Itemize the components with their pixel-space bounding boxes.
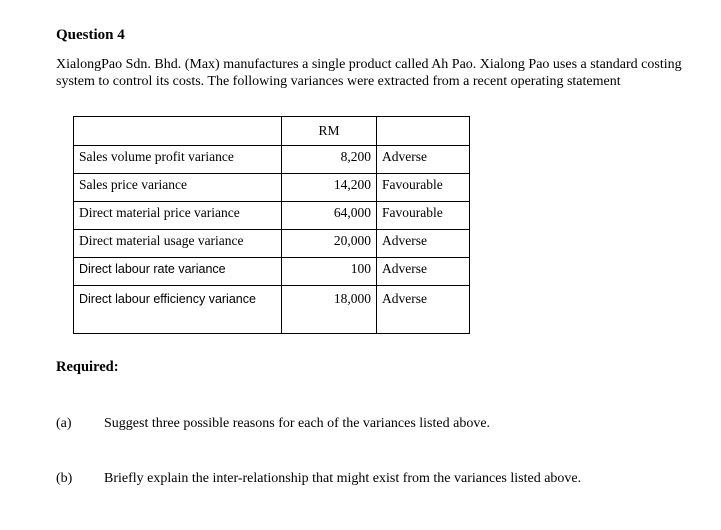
variance-amount: 20,000 bbox=[282, 230, 377, 258]
variance-type: Adverse bbox=[377, 286, 470, 334]
variance-type: Adverse bbox=[377, 146, 470, 174]
table-row bbox=[74, 202, 470, 230]
part-mark: (a) bbox=[56, 416, 72, 431]
required-part-b bbox=[56, 471, 676, 491]
table-row bbox=[74, 174, 470, 202]
table-row bbox=[74, 286, 470, 334]
table-header-row bbox=[74, 117, 470, 146]
required-heading: Required: bbox=[56, 359, 119, 375]
table-row bbox=[74, 146, 470, 174]
variance-label: Sales volume profit variance bbox=[79, 149, 234, 164]
variance-type: Favourable bbox=[377, 174, 470, 202]
header-type-cell bbox=[377, 117, 470, 146]
variance-label: Direct material usage variance bbox=[79, 233, 244, 248]
variance-amount: 100 bbox=[282, 258, 377, 286]
part-text: Suggest three possible reasons for each of the variances listed above. bbox=[104, 416, 491, 431]
header-amount-cell: RM bbox=[282, 117, 377, 146]
variance-label: Direct labour rate variance bbox=[79, 262, 226, 276]
variance-label: Direct labour efficiency variance bbox=[79, 292, 256, 306]
variance-amount: 64,000 bbox=[282, 202, 377, 230]
variance-amount: 18,000 bbox=[282, 286, 377, 334]
variance-amount: 8,200 bbox=[282, 146, 377, 174]
header-label-cell bbox=[74, 117, 282, 146]
variance-amount: 14,200 bbox=[282, 174, 377, 202]
variance-type: Adverse bbox=[377, 258, 470, 286]
required-part-a bbox=[56, 416, 676, 436]
variance-type: Adverse bbox=[377, 230, 470, 258]
variance-table bbox=[73, 116, 470, 334]
question-intro: XialongPao Sdn. Bhd. (Max) manufactures a single product called Ah Pao. Xialong Pao uses a standard costing system to control its costs. The following variances were extracted from a recent operating statement bbox=[56, 57, 682, 89]
question-heading: Question 4 bbox=[56, 27, 125, 43]
table-row bbox=[74, 230, 470, 258]
variance-type: Favourable bbox=[377, 202, 470, 230]
table-row bbox=[74, 258, 470, 286]
variance-label: Direct material price variance bbox=[79, 205, 240, 220]
part-mark: (b) bbox=[56, 471, 73, 486]
variance-label: Sales price variance bbox=[79, 177, 187, 192]
part-text: Briefly explain the inter-relationship that might exist from the variances listed above. bbox=[104, 471, 582, 486]
